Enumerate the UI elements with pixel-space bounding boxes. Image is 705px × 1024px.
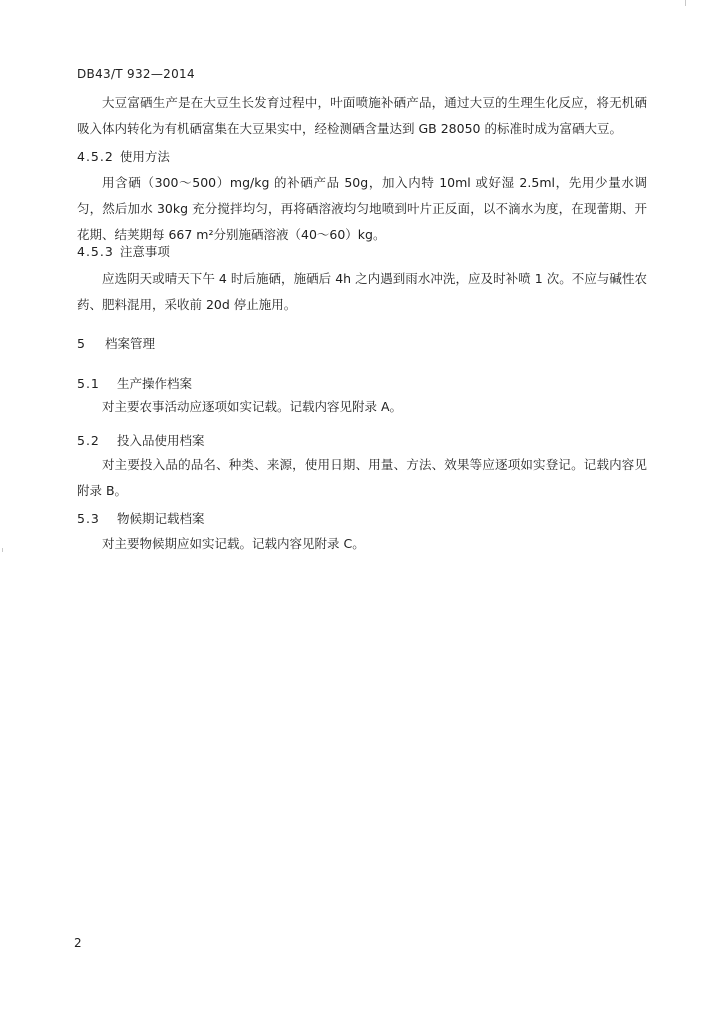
section-body-5-2: 对主要投入品的品名、种类、来源，使用日期、用量、方法、效果等应逐项如实登记。记载内容见附录 B。 xyxy=(77,457,647,498)
section-heading-5 xyxy=(77,334,155,352)
section-title: 档案管理 xyxy=(105,336,156,351)
section-number: 5.1 xyxy=(77,376,100,391)
section-number: 5.2 xyxy=(77,433,100,448)
section-heading-5-2 xyxy=(77,431,205,449)
section-number: 4.5.3 xyxy=(77,244,114,259)
section-title: 投入品使用档案 xyxy=(117,433,205,448)
section-title: 生产操作档案 xyxy=(117,376,193,391)
section-title: 使用方法 xyxy=(119,149,170,164)
section-body-5-3: 对主要物候期应如实记载。记载内容见附录 C。 xyxy=(102,536,365,551)
document-id-header: DB43/T 932—2014 xyxy=(77,67,195,81)
section-number: 5.3 xyxy=(77,511,100,526)
section-body-5-1: 对主要农事活动应逐项如实记载。记载内容见附录 A。 xyxy=(102,399,403,414)
intro-paragraph: 大豆富硒生产是在大豆生长发育过程中，叶面喷施补硒产品，通过大豆的生理生化反应，将无机硒吸入体内转化为有机硒富集在大豆果实中，经检测硒含量达到 GB 28050 的标准时成为富硒大豆。 xyxy=(77,95,647,136)
section-title: 注意事项 xyxy=(119,244,170,259)
scan-artifact xyxy=(685,0,686,6)
section-heading-5-3 xyxy=(77,509,205,527)
section-heading-4-5-2 xyxy=(77,147,170,165)
section-number: 4.5.2 xyxy=(77,149,114,164)
section-body-4-5-3: 应选阴天或晴天下午 4 时后施硒，施硒后 4h 之内遇到雨水冲洗，应及时补喷 1 次。不应与碱性农药、肥料混用，采收前 20d 停止施用。 xyxy=(77,271,647,312)
section-body-4-5-2: 用含硒（300～500）mg/kg 的补硒产品 50g，加入内特 10ml 或好湿 2.5ml，先用少量水调匀，然后加水 30kg 充分搅拌均匀，再将硒溶液均匀地喷到叶片正反面，以不滴水为度，在现蕾期、开花期、结荚期每 667 m²分别施硒溶液（40～60）kg。 xyxy=(77,175,647,242)
section-title: 物候期记载档案 xyxy=(117,511,205,526)
page-number: 2 xyxy=(74,936,82,950)
scan-artifact xyxy=(2,548,3,552)
section-heading-4-5-3 xyxy=(77,242,170,260)
section-number: 5 xyxy=(77,336,86,351)
section-heading-5-1 xyxy=(77,374,192,392)
